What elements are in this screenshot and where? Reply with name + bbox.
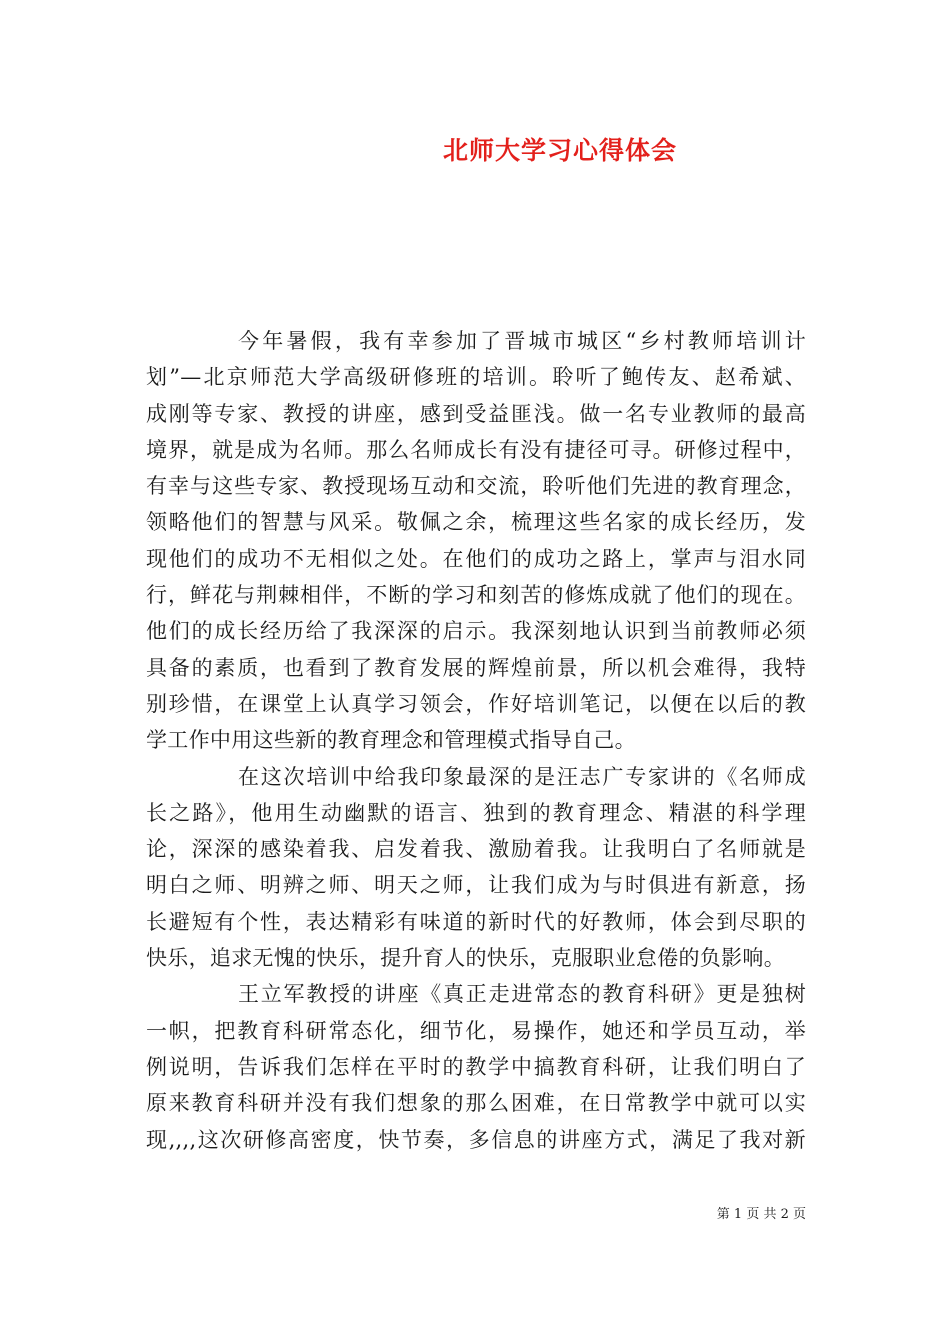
text-line: 成刚等专家、教授的讲座，感到受益匪浅。做一名专业教师的最高 [146, 401, 806, 426]
text-line: 一帜，把教育科研常态化，细节化，易操作，她还和学员互动，举 [146, 1018, 806, 1043]
text-line: 别珍惜，在课堂上认真学习领会，作好培训笔记，以便在以后的教 [146, 691, 806, 716]
text-line: 现,,,,这次研修高密度，快节奏，多信息的讲座方式，满足了我对新 [146, 1127, 806, 1152]
text-line: 明白之师、明辨之师、明天之师，让我们成为与时俱进有新意，扬 [146, 873, 806, 898]
document-title [146, 131, 806, 171]
text-line: 快乐，追求无愧的快乐，提升育人的快乐，克服职业怠倦的负影响。 [146, 946, 785, 971]
text-line: 有幸与这些专家、教授现场互动和交流，聆听他们先进的教育理念， [146, 474, 806, 499]
paragraph-3 [146, 976, 806, 1157]
text-line: 行，鲜花与荆棘相伴，不断的学习和刻苦的修炼成就了他们的现在。 [146, 583, 806, 608]
document-title-text: 北师大学习心得体会 [442, 136, 677, 165]
text-line: 例说明，告诉我们怎样在平时的教学中搞教育科研，让我们明白了 [146, 1054, 806, 1079]
text-line: 划”—北京师范大学高级研修班的培训。聆听了鲍传友、赵希斌、 [146, 365, 806, 390]
text-line: 原来教育科研并没有我们想象的那么困难，在日常教学中就可以实 [146, 1091, 806, 1116]
text-line: 境界，就是成为名师。那么名师成长有没有捷径可寻。研修过程中， [146, 437, 806, 462]
document-body [146, 323, 806, 1158]
paragraph-1 [146, 323, 806, 759]
text-line: 王立军教授的讲座《真正走进常态的教育科研》更是独树 [238, 982, 806, 1007]
text-line: 现他们的成功不无相似之处。在他们的成功之路上，掌声与泪水同 [146, 546, 806, 571]
page-footer: 第 1 页 共 2 页 [716, 1207, 806, 1222]
text-line: 论，深深的感染着我、启发着我、激励着我。让我明白了名师就是 [146, 837, 806, 862]
text-line: 领略他们的智慧与风采。敬佩之余，梳理这些名家的成长经历，发 [146, 510, 806, 535]
paragraph-2 [146, 759, 806, 977]
text-line: 具备的素质，也看到了教育发展的辉煌前景，所以机会难得，我特 [146, 655, 806, 680]
text-line: 长之路》，他用生动幽默的语言、独到的教育理念、精湛的科学理 [146, 800, 806, 825]
text-line: 学工作中用这些新的教育理念和管理模式指导自己。 [146, 728, 636, 753]
text-line: 他们的成长经历给了我深深的启示。我深刻地认识到当前教师必须 [146, 619, 806, 644]
text-line: 今年暑假，我有幸参加了晋城市城区“乡村教师培训计 [238, 329, 806, 353]
text-line: 在这次培训中给我印象最深的是汪志广专家讲的《名师成 [238, 764, 806, 789]
text-line: 长避短有个性，表达精彩有味道的新时代的好教师，体会到尽职的 [146, 909, 806, 934]
